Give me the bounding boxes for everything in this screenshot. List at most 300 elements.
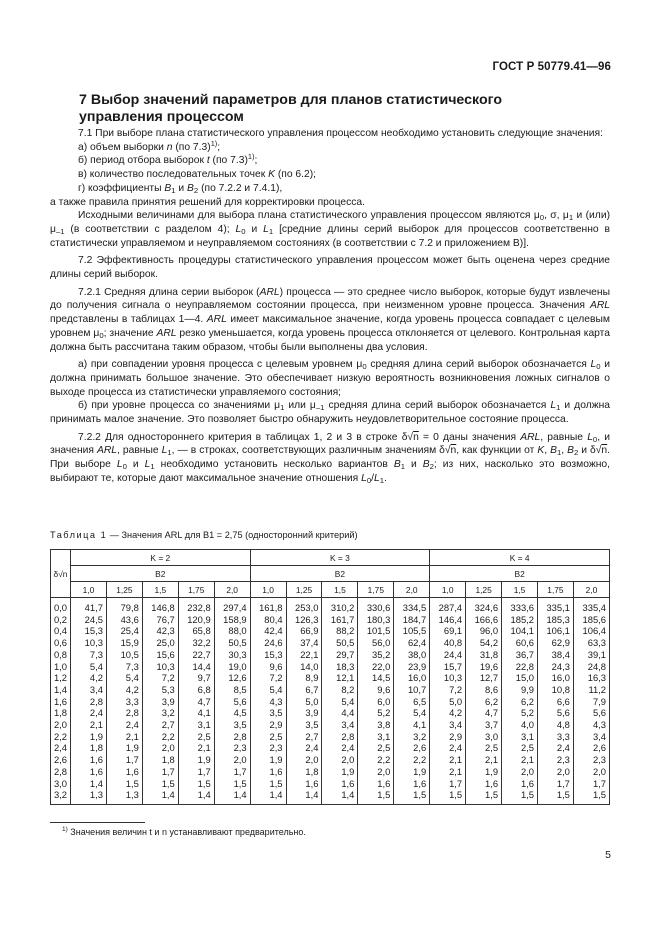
arl-value: 2,5 [269,730,283,742]
arl-value: 2,3 [556,754,570,766]
arl-value: 4,4 [341,707,355,719]
arl-value: 38,0 [407,648,427,660]
delta-value: 1,0 [53,660,67,672]
arl-value: 7,9 [592,695,606,707]
arl-value: 106,1 [546,625,570,637]
value-column [573,598,609,805]
b2-value: 2,0 [573,582,609,598]
arl-value: 8,2 [341,683,355,695]
arl-value: 1,7 [449,777,463,789]
b2-value: 1,5 [322,582,358,598]
arl-value: 120,9 [187,613,211,625]
arl-value: 310,2 [330,602,355,613]
arl-value: 1,9 [125,742,139,754]
arl-value: 2,5 [197,730,211,742]
paragraph-7-1: 7.1 При выборе плана статистического управления процессом необходимо установить следующие значения: [78,128,603,139]
arl-value: 2,1 [449,765,463,777]
arl-value: 2,0 [556,765,570,777]
arl-value: 3,3 [125,695,139,707]
page-number: 5 [605,849,611,861]
arl-value: 2,0 [377,765,391,777]
arl-value: 2,1 [89,719,103,731]
arl-value: 1,9 [269,754,283,766]
arl-value: 42,3 [156,625,175,637]
arl-value: 1,6 [341,777,355,789]
arl-value: 1,6 [413,777,427,789]
arl-value: 2,4 [556,742,570,754]
arl-value: 1,6 [89,765,103,777]
section-title: 7 Выбор значений параметров для планов статистического управления процессом [79,92,502,125]
delta-value: 0,8 [53,648,67,660]
arl-value: 5,4 [89,660,103,672]
arl-value: 2,0 [592,765,606,777]
arl-value: 2,2 [161,730,175,742]
arl-value: 1,7 [592,777,606,789]
arl-value: 12,1 [336,672,355,684]
list-item-a: а) объем выборки n (по 7.3)$^{1)}$; [78,138,221,153]
arl-value: 324,6 [474,602,499,613]
arl-value: 2,8 [341,730,355,742]
b2-value: 2,0 [214,582,250,598]
arl-value: 297,4 [223,602,247,613]
arl-value: 88,0 [228,625,247,637]
arl-value: 3,5 [305,719,319,731]
arl-value: 24,4 [443,648,463,660]
arl-value: 335,4 [582,602,606,613]
delta-value: 1,8 [53,707,67,719]
b2-value: 2,0 [394,582,430,598]
arl-value: 2,1 [125,730,139,742]
delta-value: 0,6 [53,637,67,649]
arl-value: 6,2 [485,695,499,707]
arl-value: 88,2 [336,625,355,637]
delta-value: 2,2 [53,730,67,742]
arl-value: 161,7 [330,613,355,625]
arl-value: 2,4 [341,742,355,754]
arl-value: 16,3 [587,672,606,684]
b2-value: 1,75 [537,582,573,598]
arl-value: 15,3 [84,625,103,637]
arl-value: 35,2 [372,648,391,660]
b2-value: 1,25 [466,582,502,598]
arl-value: 4,2 [449,707,463,719]
arl-value: 1,5 [556,789,570,801]
arl-value: 106,4 [582,625,606,637]
arl-value: 2,6 [592,742,606,754]
arl-value: 1,3 [125,789,139,801]
sub-header-b2: B2 [250,566,430,582]
value-column [106,598,142,805]
arl-value: 4,7 [197,695,211,707]
arl-value: 24,6 [264,637,283,649]
arl-value: 1,7 [125,754,139,766]
arl-value: 1,5 [197,777,211,789]
arl-value: 2,4 [305,742,319,754]
arl-value: 43,6 [120,613,139,625]
arl-value: 56,0 [372,637,391,649]
arl-value: 3,4 [89,683,103,695]
delta-column [51,598,71,805]
arl-value: 1,5 [485,789,499,801]
arl-value: 1,6 [305,777,319,789]
arl-value: 18,3 [336,660,355,672]
arl-value: 14,0 [300,660,319,672]
arl-value: 1,8 [305,765,319,777]
arl-value: 1,4 [341,789,355,801]
delta-value: 1,6 [53,695,67,707]
arl-value: 6,7 [305,683,319,695]
arl-value: 4,0 [520,719,534,731]
value-column [502,598,538,805]
b2-value: 1,75 [178,582,214,598]
arl-value: 80,4 [264,613,283,625]
arl-value: 30,3 [228,648,247,660]
arl-value: 2,1 [449,754,463,766]
arl-value: 65,8 [192,625,211,637]
arl-value: 76,7 [156,613,175,625]
arl-value: 2,4 [125,719,139,731]
footnote-divider [50,822,145,823]
arl-table [50,549,610,805]
arl-value: 2,0 [161,742,175,754]
arl-value: 1,5 [269,777,283,789]
row-header-delta: δ√n [51,550,71,598]
b2-value: 1,0 [71,582,107,598]
table-caption-text: — Значения ARL для B1 = 2,75 (односторонний критерий) [109,530,358,540]
arl-value: 41,7 [84,602,103,613]
arl-value: 4,1 [197,707,211,719]
arl-value: 1,5 [592,789,606,801]
arl-value: 2,3 [592,754,606,766]
arl-value: 146,8 [151,602,175,613]
delta-value: 3,0 [53,777,67,789]
arl-value: 105,5 [402,625,427,637]
delta-value: 3,2 [53,789,67,801]
arl-value: 5,6 [592,707,606,719]
arl-value: 25,0 [156,637,175,649]
arl-value: 3,2 [413,730,427,742]
arl-value: 63,3 [587,637,606,649]
arl-value: 1,8 [89,742,103,754]
arl-value: 23,9 [407,660,427,672]
arl-value: 40,8 [443,637,463,649]
arl-value: 1,6 [89,754,103,766]
arl-value: 334,5 [402,602,427,613]
arl-value: 60,6 [515,637,534,649]
arl-value: 3,5 [269,707,283,719]
arl-value: 10,8 [551,683,570,695]
arl-value: 158,9 [223,613,247,625]
arl-value: 2,7 [305,730,319,742]
group-header-k2: K = 2 [71,550,251,566]
arl-value: 1,9 [485,765,499,777]
arl-value: 2,1 [485,754,499,766]
arl-value: 3,5 [233,719,247,731]
arl-value: 1,5 [125,777,139,789]
arl-value: 2,8 [233,730,247,742]
arl-value: 25,4 [120,625,139,637]
arl-value: 3,7 [485,719,499,731]
arl-value: 3,4 [449,719,463,731]
arl-value: 3,0 [485,730,499,742]
arl-value: 11,2 [588,683,606,695]
arl-value: 5,0 [449,695,463,707]
arl-value: 66,9 [300,625,319,637]
arl-value: 10,3 [84,637,103,649]
paragraph-input-values: Исходными величинами для выбора плана статистического управления процессом являются $\mu_0$, σ, $\mu_1$ и (или) $\mu_{-1}$ (в соответствии с разделом 4); $L_0$ и $L_1$ [средние длины серий выборок для процессов соответственно в статистически управляемом и неуправляемом состояниях (в соответствии с 7.2 и приложением В)]. [50,210,610,249]
arl-value: 1,4 [89,777,103,789]
standard-header: ГОСТ Р 50779.41—96 [492,61,611,73]
b2-value: 1,25 [286,582,322,598]
value-column [322,598,358,805]
arl-value: 6,5 [413,695,427,707]
paragraph-condition-b: б) при уровне процесса со значениями $\mu_1$ или $\mu_{-1}$ средняя длина серий выборок обозначается $L_1$ и должна принимать малое значение. Это позволяет быстро обнаружить неудовлетворительное состояние процесса. [50,400,610,426]
arl-value: 4,5 [233,707,247,719]
delta-value: 2,8 [53,765,67,777]
b2-value: 1,75 [358,582,394,598]
arl-value: 15,6 [156,648,175,660]
arl-value: 4,1 [413,719,427,731]
arl-value: 7,2 [269,672,283,684]
arl-value: 2,9 [269,719,283,731]
arl-value: 96,0 [479,625,499,637]
arl-value: 5,4 [341,695,355,707]
delta-value: 0,2 [53,613,67,625]
value-column [286,598,322,805]
footnote: $^{1)}$ Значения величин t и n устанавливают предварительно. [62,826,306,837]
arl-value: 8,9 [305,672,319,684]
arl-value: 335,1 [546,602,570,613]
arl-value: 2,8 [125,707,139,719]
arl-value: 16,0 [551,672,570,684]
arl-value: 1,7 [197,765,211,777]
arl-value: 2,0 [341,754,355,766]
arl-value: 2,6 [413,742,427,754]
arl-value: 1,9 [89,730,103,742]
arl-value: 5,2 [377,707,391,719]
arl-value: 1,6 [520,777,534,789]
arl-value: 3,2 [161,707,175,719]
arl-value: 14,5 [372,672,391,684]
arl-value: 2,3 [269,742,283,754]
arl-value: 146,4 [438,613,463,625]
arl-value: 184,7 [402,613,427,625]
b2-value: 1,5 [502,582,538,598]
arl-value: 4,8 [556,719,570,731]
arl-value: 24,3 [551,660,570,672]
arl-value: 5,4 [125,672,139,684]
arl-value: 104,1 [510,625,534,637]
arl-value: 1,6 [377,777,391,789]
body-text [50,127,610,486]
arl-value: 1,9 [413,765,427,777]
arl-value: 62,4 [407,637,427,649]
arl-value: 5,6 [233,695,247,707]
arl-value: 9,7 [197,672,211,684]
arl-value: 3,1 [197,719,211,731]
paragraph-7-2-2: 7.2.2 Для одностороннего критерия в таблицах 1, 2 и 3 в строке δ√n = 0 даны значения ARL, равные $L_0$, и значения ARL, равные $L_1$, — в строках, соответствующих различным значениям δ√n, как функции от K, $B_1$, $B_2$ и δ√n. При выборе $L_0$ и $L_1$ необходимо установить несколько вариантов $B_1$ и $B_2$; из них, насколько это возможно, выбирают те, которые дают максимальное значение отношения $L_0/L_1$. [50,431,611,485]
arl-value: 2,8 [89,695,103,707]
table-caption [50,530,358,540]
arl-value: 10,3 [156,660,175,672]
arl-value: 7,2 [161,672,175,684]
arl-value: 1,5 [233,777,247,789]
arl-value: 4,3 [592,719,606,731]
delta-value: 2,0 [53,719,67,731]
arl-value: 19,6 [479,660,499,672]
arl-value: 1,9 [197,754,211,766]
arl-value: 101,5 [366,625,391,637]
arl-value: 3,1 [377,730,391,742]
value-column [71,598,107,805]
arl-value: 232,8 [187,602,211,613]
arl-value: 50,5 [228,637,247,649]
arl-value: 161,8 [259,602,283,613]
arl-value: 2,0 [233,754,247,766]
value-column [358,598,394,805]
arl-value: 4,2 [125,683,139,695]
arl-value: 1,6 [125,765,139,777]
arl-value: 5,3 [161,683,175,695]
arl-value: 185,3 [546,613,570,625]
arl-value: 5,0 [305,695,319,707]
paragraph-7-2-1: 7.2.1 Средняя длина серии выборок (ARL) процесса — это среднее число выборок, которые будут извлечены до получения сигнала о неуправляемом состоянии процесса, при неизменном уровне процесса. Значения ARL представлены в таблицах 1—4. ARL имеет максимальное значение, когда уровень процесса совпадает с целевым уровнем $\mu_0$; значение ARL резко уменьшается, когда уровень процесса отклоняется от целевого. Контрольная карта должна быть рассчитана таким образом, чтобы были выполнены два условия. [50,286,610,353]
list-item-g: г) коэффициенты $B_1$ и $B_2$ (по 7.2.2 и 7.4.1), [78,182,283,195]
arl-value: 2,0 [305,754,319,766]
arl-value: 1,4 [233,789,247,801]
arl-value: 333,6 [510,602,534,613]
b2-value: 1,25 [106,582,142,598]
b2-value: 1,0 [430,582,466,598]
value-column [142,598,178,805]
arl-value: 2,3 [233,742,247,754]
arl-value: 19,0 [228,660,247,672]
arl-value: 22,0 [372,660,391,672]
table-caption-label: Таблица 1 [50,530,108,540]
arl-value: 4,3 [269,695,283,707]
arl-value: 6,2 [520,695,534,707]
arl-value: 7,2 [449,683,463,695]
value-column [394,598,430,805]
arl-value: 1,7 [556,777,570,789]
arl-value: 22,7 [192,648,211,660]
arl-value: 1,7 [233,765,247,777]
arl-value: 1,6 [485,777,499,789]
delta-value: 2,4 [53,742,67,754]
arl-value: 36,7 [515,648,534,660]
arl-value: 3,8 [377,719,391,731]
arl-value: 15,9 [120,637,139,649]
arl-value: 2,7 [161,719,175,731]
arl-value: 2,2 [377,754,391,766]
arl-value: 22,1 [300,648,319,660]
arl-value: 2,5 [485,742,499,754]
value-column [178,598,214,805]
arl-value: 3,9 [161,695,175,707]
list-item-b: б) период отбора выборок t (по 7.3)$^{1)}$; [78,152,258,167]
arl-value: 8,6 [485,683,499,695]
arl-value: 1,5 [413,789,427,801]
footnote-text: Значения величин t и n устанавливают предварительно. [70,827,306,837]
arl-value: 69,1 [443,625,463,637]
arl-value: 38,4 [551,648,570,660]
arl-value: 5,2 [520,707,534,719]
delta-value: 1,2 [53,672,67,684]
arl-value: 24,5 [84,613,103,625]
b2-value: 1,5 [142,582,178,598]
arl-value: 1,4 [197,789,211,801]
value-column [466,598,502,805]
paragraph-rules: а также правила принятия решений для корректировки процесса. [50,196,365,208]
value-column [430,598,466,805]
arl-value: 1,4 [161,789,175,801]
arl-value: 2,4 [449,742,463,754]
arl-value: 185,2 [510,613,534,625]
arl-value: 2,0 [520,765,534,777]
arl-value: 1,4 [305,789,319,801]
arl-value: 1,6 [269,765,283,777]
arl-value: 180,3 [366,613,391,625]
delta-value: 2,6 [53,754,67,766]
arl-value: 9,6 [269,660,283,672]
arl-value: 166,6 [474,613,499,625]
arl-value: 126,3 [294,613,319,625]
arl-value: 330,6 [366,602,391,613]
b2-value: 1,0 [250,582,286,598]
group-header-k3: K = 3 [250,550,430,566]
arl-value: 39,1 [587,648,606,660]
arl-value: 15,0 [515,672,534,684]
arl-value: 15,3 [264,648,283,660]
arl-value: 9,9 [520,683,534,695]
arl-value: 4,2 [89,672,103,684]
arl-value: 1,3 [89,789,103,801]
arl-value: 62,9 [551,637,570,649]
arl-value: 5,4 [269,683,283,695]
delta-value: 0,4 [53,625,67,637]
arl-value: 10,7 [407,683,427,695]
arl-value: 79,8 [120,602,139,613]
paragraph-7-2: 7.2 Эффективность процедуры статистического управления процессом может быть оценена через средние длины серий выборок. [50,255,610,281]
delta-value: 0,0 [53,602,67,613]
arl-value: 1,5 [377,789,391,801]
arl-value: 22,8 [515,660,534,672]
arl-value: 50,5 [336,637,355,649]
arl-value: 185,6 [582,613,606,625]
arl-value: 2,5 [520,742,534,754]
arl-value: 9,6 [377,683,391,695]
arl-value: 2,5 [377,742,391,754]
arl-value: 8,5 [233,683,247,695]
arl-value: 16,0 [407,672,427,684]
value-column [214,598,250,805]
arl-value: 3,4 [341,719,355,731]
arl-value: 253,0 [294,602,319,613]
arl-value: 2,9 [449,730,463,742]
arl-value: 1,5 [161,777,175,789]
arl-value: 287,4 [438,602,463,613]
arl-value: 31,8 [479,648,499,660]
arl-value: 6,8 [197,683,211,695]
arl-value: 5,6 [556,707,570,719]
arl-value: 10,5 [120,648,139,660]
arl-value: 24,8 [587,660,606,672]
arl-value: 2,2 [413,754,427,766]
arl-value: 54,2 [479,637,499,649]
value-column [250,598,286,805]
arl-value: 14,4 [192,660,211,672]
arl-value: 7,3 [89,648,103,660]
